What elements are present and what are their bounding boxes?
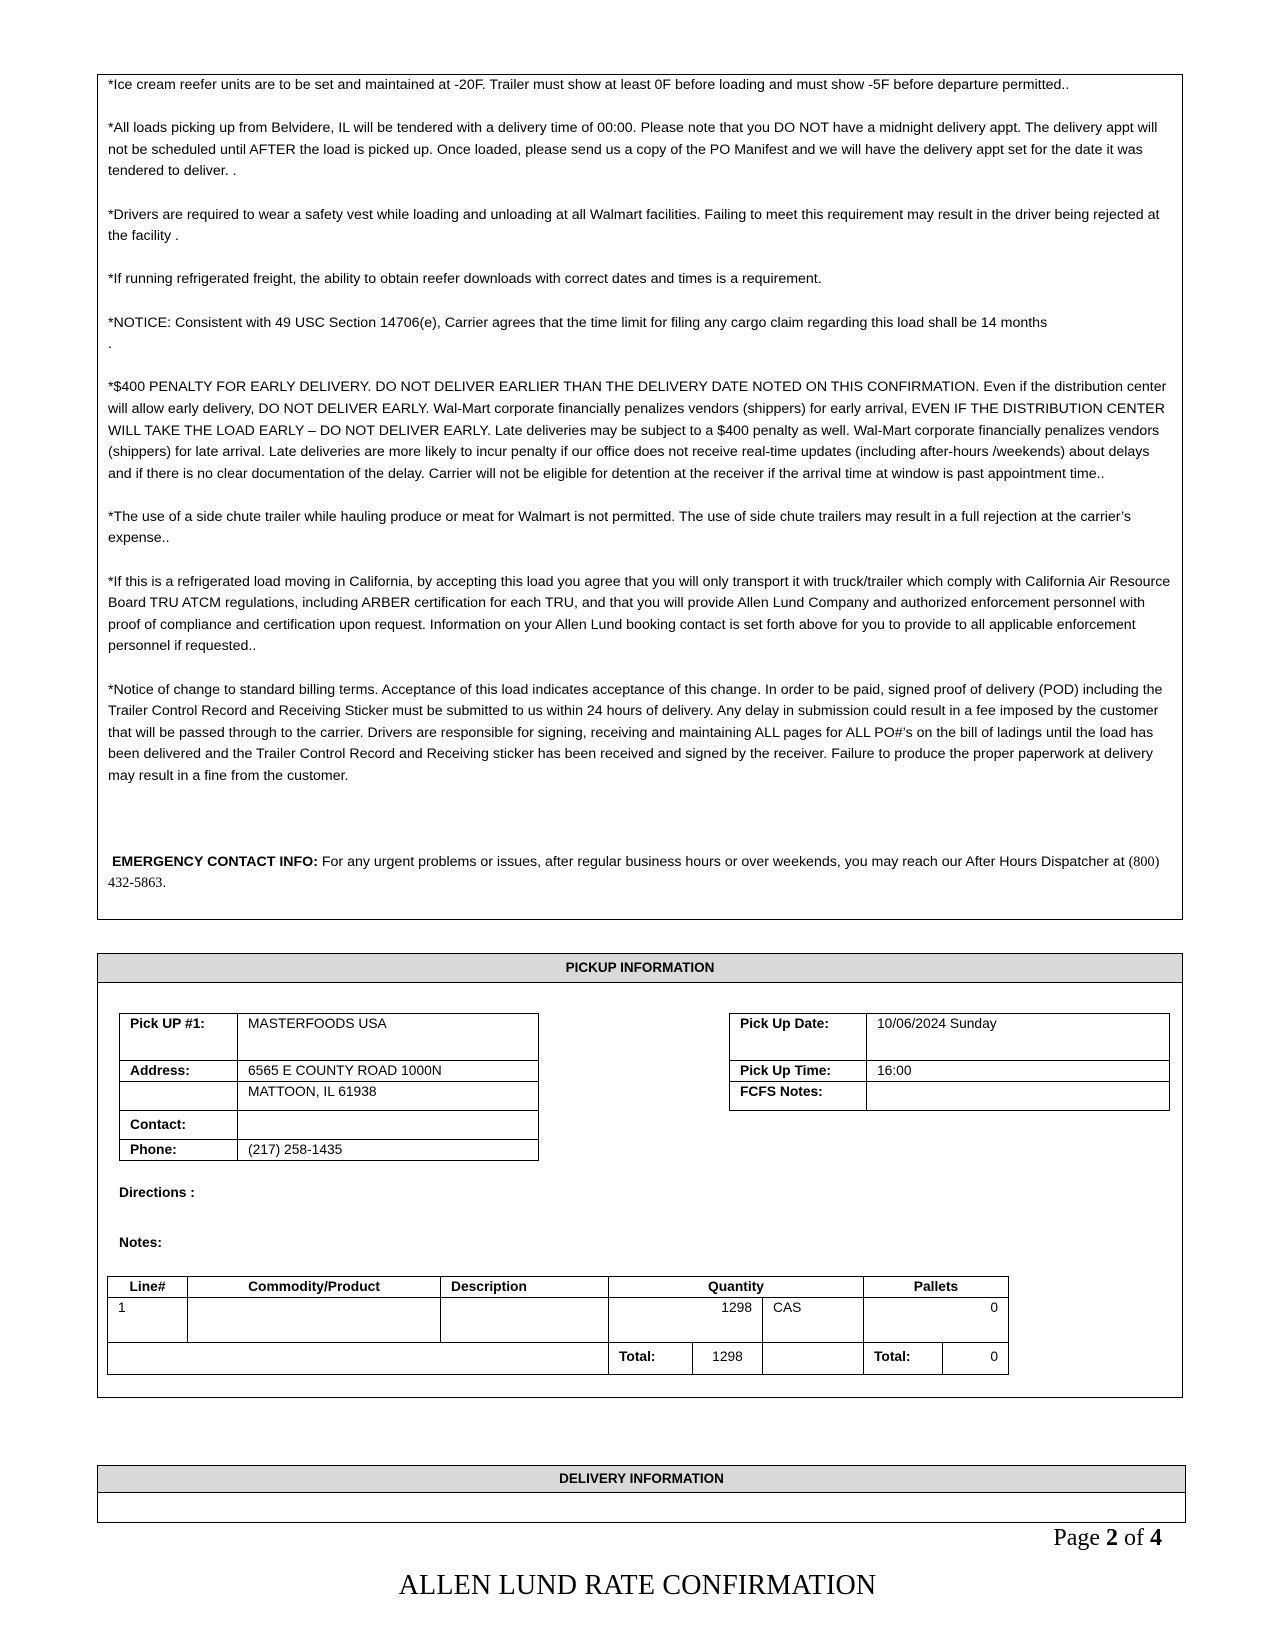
row-line: 1 [108, 1298, 188, 1343]
page-prefix: Page [1053, 1525, 1106, 1551]
page-current: 2 [1106, 1525, 1118, 1551]
page-total: 4 [1150, 1525, 1162, 1551]
row-unit: CAS [763, 1298, 864, 1343]
pickup-time-value: 16:00 [867, 1061, 1170, 1082]
document-title: ALLEN LUND RATE CONFIRMATION [398, 1570, 877, 1601]
address-label-empty [120, 1082, 238, 1111]
col-line-header: Line# [108, 1277, 188, 1298]
totals-empty [108, 1343, 609, 1375]
pickup-name: MASTERFOODS USA [238, 1014, 539, 1061]
term-california-carb: *If this is a refrigerated load moving in California, by accepting this load you agree that you will only transport it with truck/trailer which comply with California Air Resource Board TRU ATCM regulations, including ARBER certification for each TRU, and that you will provide Allen Lund Company and authorized enforcement personnel with proof of compliance and certification upon request. Information on your Allen Lund booking contact is set forth above for you to provide to all applicable enforcement personnel if requested.. [108, 573, 1171, 655]
address-label: Address: [120, 1061, 238, 1082]
qty-total-label: Total: [609, 1343, 693, 1375]
address-line2: MATTOON, IL 61938 [238, 1082, 539, 1111]
pallets-total-label: Total: [864, 1343, 943, 1375]
term-side-chute: *The use of a side chute trailer while hauling produce or meat for Walmart is not permitted. The use of side chute trailers may result in a full rejection at the carrier’s expense.. [108, 508, 1132, 547]
pickup-date-value: 10/06/2024 Sunday [867, 1014, 1170, 1061]
row-description [441, 1298, 609, 1343]
col-quantity-header: Quantity [609, 1277, 864, 1298]
pickup-header: PICKUP INFORMATION [98, 954, 1182, 983]
notes-label: Notes: [119, 1235, 162, 1250]
page-of: of [1118, 1525, 1150, 1551]
emergency-contact [108, 852, 1172, 895]
pickup-date-label: Pick Up Date: [730, 1014, 867, 1061]
term-billing-change: *Notice of change to standard billing terms. Acceptance of this load indicates acceptance of this change. In order to be paid, signed proof of delivery (POD) including the Trailer Control Record and Receiving Sticker must be submitted to us within 24 hours of delivery. Any delay in submission could result in a fee imposed by the customer that will be passed through to the carrier. Drivers are responsible for signing, receiving and maintaining ALL pages for ALL PO#’s on the bill of ladings until the load has been delivered and the Trailer Control Record and Receiving sticker has been received and signed by the receiver. Failure to produce the proper paperwork at delivery may result in a fine from the customer. [108, 681, 1163, 784]
phone-value: (217) 258-1435 [238, 1140, 539, 1161]
row-commodity [188, 1298, 441, 1343]
term-early-delivery-penalty: *$400 PENALTY FOR EARLY DELIVERY. DO NOT DELIVER EARLIER THAN THE DELIVERY DATE NOTED ON THIS CONFIRMATION. Even if the distribution center will allow early delivery, DO NOT DELIVER EARLY. Wal-Mart corporate financially penalizes vendors (shippers) for early arrival, EVEN IF THE DISTRIBUTION CENTER WILL TAKE THE LOAD EARLY – DO NOT DELIVER EARLY. Late deliveries may be subject to a $400 penalty as well. Wal-Mart corporate financially penalizes vendors (shippers) for late arrival. Late deliveries are more likely to incur penalty if our office does not receive real-time updates (including after-hours /weekends) about delays and if there is no clear documentation of the delay. Carrier will not be eligible for detention at the receiver if the arrival time at window is past appointment time.. [108, 379, 1167, 482]
row-quantity: 1298 [609, 1298, 763, 1343]
fcfs-notes-label: FCFS Notes: [730, 1082, 867, 1111]
commodity-table [107, 1276, 1009, 1375]
fcfs-notes-value [867, 1082, 1170, 1111]
row-pallets: 0 [864, 1298, 1009, 1343]
phone-label: Phone: [120, 1140, 238, 1161]
term-reefer-downloads: *If running refrigerated freight, the ability to obtain reefer downloads with correct dates and times is a requirement. [108, 271, 822, 288]
terms-section [97, 74, 1183, 920]
contact-value [238, 1111, 539, 1140]
address-line1: 6565 E COUNTY ROAD 1000N [238, 1061, 539, 1082]
term-cargo-claim: *NOTICE: Consistent with 49 USC Section 14706(e), Carrier agrees that the time limit for filing any cargo claim regarding this load shall be 14 months . [108, 314, 1048, 353]
directions-label: Directions : [119, 1185, 195, 1200]
emergency-label: EMERGENCY CONTACT INFO: [111, 853, 318, 870]
pallets-total-value: 0 [943, 1343, 1009, 1375]
pickup-time-label: Pick Up Time: [730, 1061, 867, 1082]
qty-total-value: 1298 [693, 1343, 763, 1375]
delivery-header: DELIVERY INFORMATION [98, 1466, 1185, 1493]
term-safety-vest: *Drivers are required to wear a safety vest while loading and unloading at all Walmart facilities. Failing to meet this requirement may result in the driver being rejected at the facility . [108, 206, 1160, 245]
col-description-header: Description [441, 1277, 609, 1298]
pickup-number-label: Pick UP #1: [120, 1014, 238, 1061]
pickup-schedule-table [729, 1013, 1170, 1111]
delivery-section [97, 1465, 1186, 1523]
contact-label: Contact: [120, 1111, 238, 1140]
emergency-text: For any urgent problems or issues, after regular business hours or over weekends, you may reach our After Hours Dispatcher at [317, 853, 1129, 870]
emergency-phone: (800) 432-5863 [108, 853, 1160, 892]
emergency-end: . [162, 875, 167, 892]
col-pallets-header: Pallets [864, 1277, 1009, 1298]
page-number [1053, 1525, 1162, 1552]
qty-total-unit-empty [763, 1343, 864, 1375]
term-ice-cream: *Ice cream reefer units are to be set and maintained at -20F. Trailer must show at least 0F before loading and must show -5F before departure permitted.. [108, 77, 1070, 93]
term-belvidere: *All loads picking up from Belvidere, IL will be tendered with a delivery time of 00:00. Please note that you DO NOT have a midnight delivery appt. The delivery appt will not be scheduled until AFTER the load is picked up. Once loaded, please send us a copy of the PO Manifest and we will have the delivery appt set for the date it was tendered to deliver. . [108, 120, 1158, 180]
col-commodity-header: Commodity/Product [188, 1277, 441, 1298]
pickup-location-table [119, 1013, 539, 1161]
